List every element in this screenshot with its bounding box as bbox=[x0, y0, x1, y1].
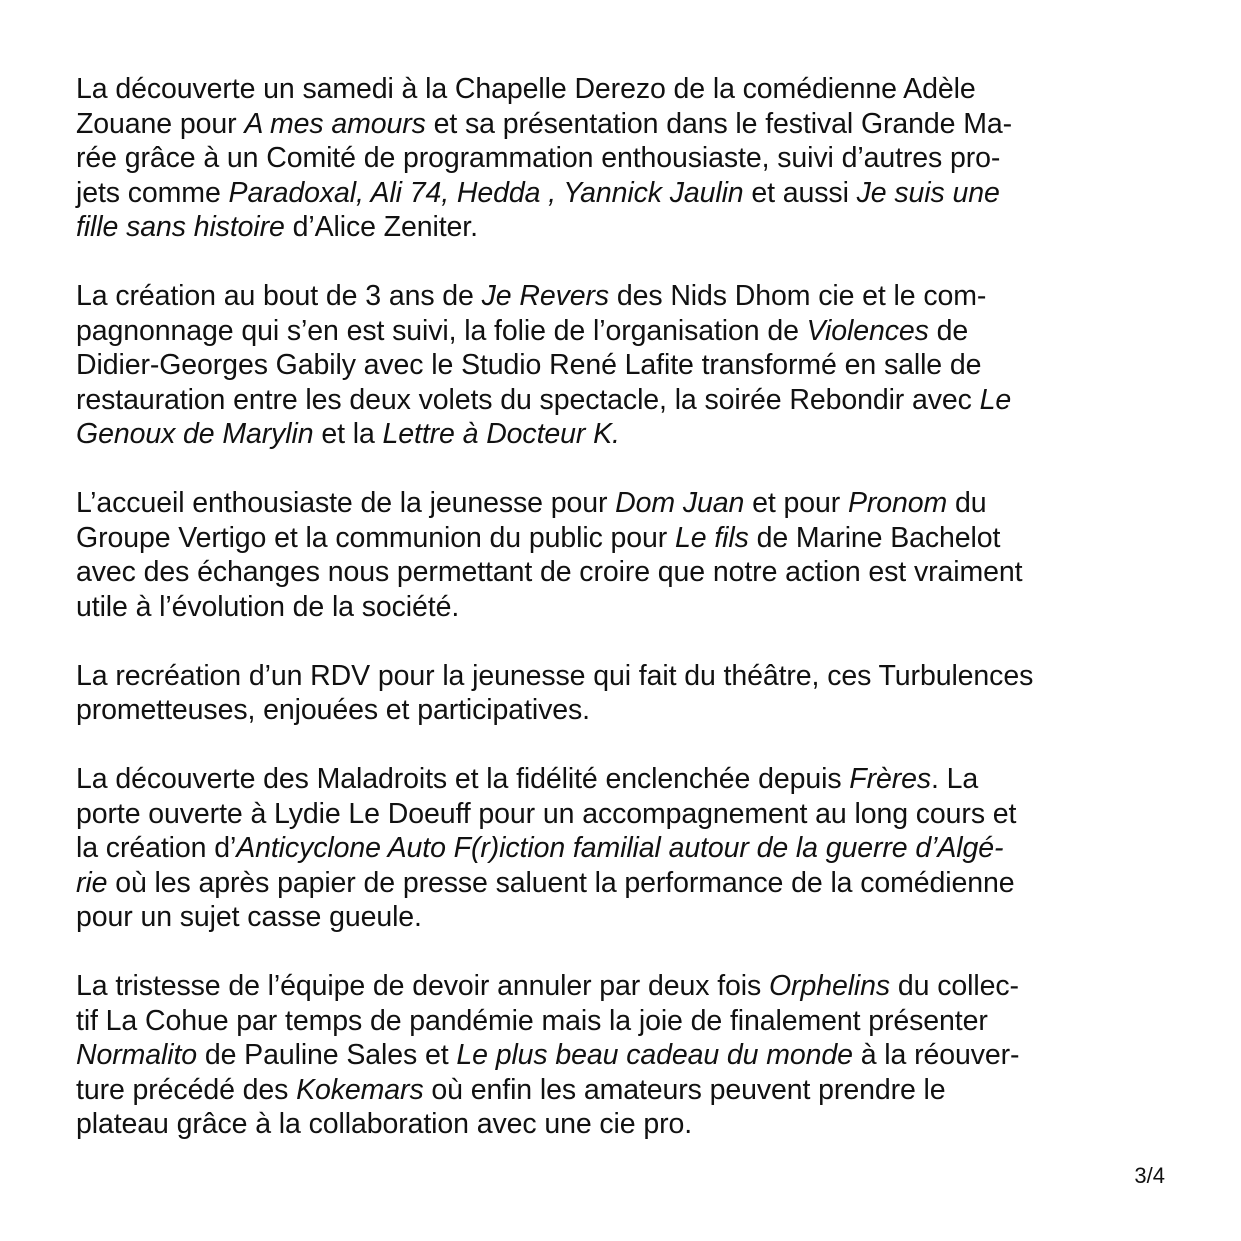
paragraph bbox=[76, 279, 1176, 452]
italic-title: Genoux de Marylin bbox=[76, 418, 314, 450]
text-line bbox=[76, 590, 1176, 625]
text-run: où enfin les amateurs peuvent prendre le bbox=[423, 1073, 946, 1106]
text-run: restauration entre les deux volets du spectacle, la soirée Rebondir avec bbox=[76, 383, 980, 416]
text-run: L’accueil enthousiaste de la jeunesse pour bbox=[76, 487, 616, 519]
text-line bbox=[76, 348, 1176, 383]
text-line bbox=[76, 900, 1176, 935]
text-line bbox=[76, 1004, 1176, 1039]
italic-title: Lettre à Docteur K. bbox=[382, 418, 620, 450]
italic-title: Kokemars bbox=[296, 1073, 424, 1106]
text-run: tif La Cohue par temps de pandémie mais la joie de finalement présenter bbox=[76, 1004, 988, 1037]
text-run: de Pauline Sales et bbox=[197, 1039, 457, 1071]
text-line bbox=[76, 831, 1176, 866]
text-run: de Marine Bachelot bbox=[748, 521, 1001, 554]
text-run: prometteuses, enjouées et participatives. bbox=[76, 694, 590, 726]
italic-title: fille sans histoire bbox=[76, 211, 285, 243]
text-run: La découverte des Maladroits et la fidélité enclenchée depuis bbox=[76, 763, 850, 795]
text-run: pagnonnage qui s’en est suivi, la folie de l’organisation de bbox=[76, 314, 807, 347]
text-run: La tristesse de l’équipe de devoir annuler par deux fois bbox=[76, 970, 769, 1002]
italic-title: Normalito bbox=[76, 1039, 198, 1071]
paragraph bbox=[76, 72, 1176, 245]
text-line bbox=[76, 555, 1176, 590]
text-line bbox=[76, 659, 1176, 694]
italic-title: Frères bbox=[849, 763, 932, 795]
page-number: 3/4 bbox=[1134, 1163, 1165, 1188]
italic-title: A mes amours bbox=[244, 107, 426, 140]
text-run: porte ouverte à Lydie Le Doeuff pour un accompagnement au long cours et bbox=[76, 797, 1017, 830]
text-run: rée grâce à un Comité de programmation enthousiaste, suivi d’autres pro- bbox=[76, 142, 1001, 174]
text-run: et pour bbox=[744, 487, 848, 519]
paragraph bbox=[76, 486, 1176, 624]
text-line bbox=[76, 210, 1176, 245]
italic-title: Paradoxal, Ali 74, Hedda , Yannick Jaulin bbox=[228, 176, 744, 209]
text-run: à la réouver- bbox=[852, 1039, 1020, 1071]
text-run: et sa présentation dans le festival Grande Ma- bbox=[425, 107, 1013, 140]
text-run: . La bbox=[931, 763, 979, 795]
text-run: pour un sujet casse gueule. bbox=[76, 901, 422, 933]
italic-title: Le plus beau cadeau du monde bbox=[456, 1039, 853, 1071]
text-line bbox=[76, 486, 1176, 521]
italic-title: Pronom bbox=[847, 487, 948, 519]
text-run: du bbox=[947, 487, 987, 519]
text-run: Groupe Vertigo et la communion du public pour bbox=[76, 521, 676, 554]
italic-title: Orphelins bbox=[768, 970, 891, 1002]
italic-title: Le fils bbox=[675, 521, 749, 554]
italic-title: rie bbox=[76, 866, 108, 899]
text-line bbox=[76, 279, 1176, 314]
text-line bbox=[76, 176, 1176, 211]
text-run: des Nids Dhom cie et le com- bbox=[609, 280, 987, 312]
text-run: La recréation d’un RDV pour la jeunesse qui fait du théâtre, ces Turbulences bbox=[76, 659, 1034, 692]
text-line bbox=[76, 417, 1176, 452]
paragraph bbox=[76, 969, 1176, 1142]
text-line bbox=[76, 314, 1176, 349]
text-run: ture précédé des bbox=[76, 1073, 297, 1106]
text-line bbox=[76, 383, 1176, 418]
paragraph bbox=[76, 762, 1176, 935]
text-line bbox=[76, 762, 1176, 797]
text-run: la création d’ bbox=[76, 832, 237, 864]
text-line bbox=[76, 797, 1176, 832]
document-body bbox=[76, 72, 1176, 1176]
italic-title: Anticyclone Auto F(r)iction familial autour de la guerre d’Algé- bbox=[236, 832, 1004, 864]
text-line bbox=[76, 521, 1176, 556]
text-run: La création au bout de 3 ans de bbox=[76, 280, 482, 312]
text-run: jets comme bbox=[76, 176, 229, 209]
text-run: et la bbox=[313, 418, 383, 450]
italic-title: Dom Juan bbox=[615, 487, 745, 519]
text-line bbox=[76, 107, 1176, 142]
text-run: La découverte un samedi à la Chapelle Derezo de la comédienne Adèle bbox=[76, 73, 976, 105]
text-line bbox=[76, 866, 1176, 901]
text-line bbox=[76, 141, 1176, 176]
text-run: Didier-Georges Gabily avec le Studio René Lafite transformé en salle de bbox=[76, 349, 982, 381]
italic-title: Je suis une bbox=[856, 176, 1000, 209]
text-line bbox=[76, 1038, 1176, 1073]
text-run: plateau grâce à la collaboration avec une cie pro. bbox=[76, 1108, 693, 1140]
text-run: de bbox=[928, 314, 969, 347]
paragraph bbox=[76, 659, 1176, 728]
text-line bbox=[76, 72, 1176, 107]
text-run: utile à l’évolution de la société. bbox=[76, 590, 460, 623]
text-line bbox=[76, 1107, 1176, 1142]
text-run: d’Alice Zeniter. bbox=[284, 211, 478, 243]
text-line bbox=[76, 693, 1176, 728]
text-line bbox=[76, 1073, 1176, 1108]
italic-title: Le bbox=[979, 383, 1012, 416]
text-run: et aussi bbox=[743, 176, 857, 209]
text-run: où les après papier de presse saluent la performance de la comédienne bbox=[107, 866, 1015, 899]
text-run: avec des échanges nous permettant de croire que notre action est vraiment bbox=[76, 556, 1023, 588]
text-line bbox=[76, 969, 1176, 1004]
text-run: Zouane pour bbox=[76, 107, 245, 140]
italic-title: Violences bbox=[806, 314, 929, 347]
text-run: du collec- bbox=[890, 970, 1019, 1002]
italic-title: Je Revers bbox=[481, 280, 610, 312]
